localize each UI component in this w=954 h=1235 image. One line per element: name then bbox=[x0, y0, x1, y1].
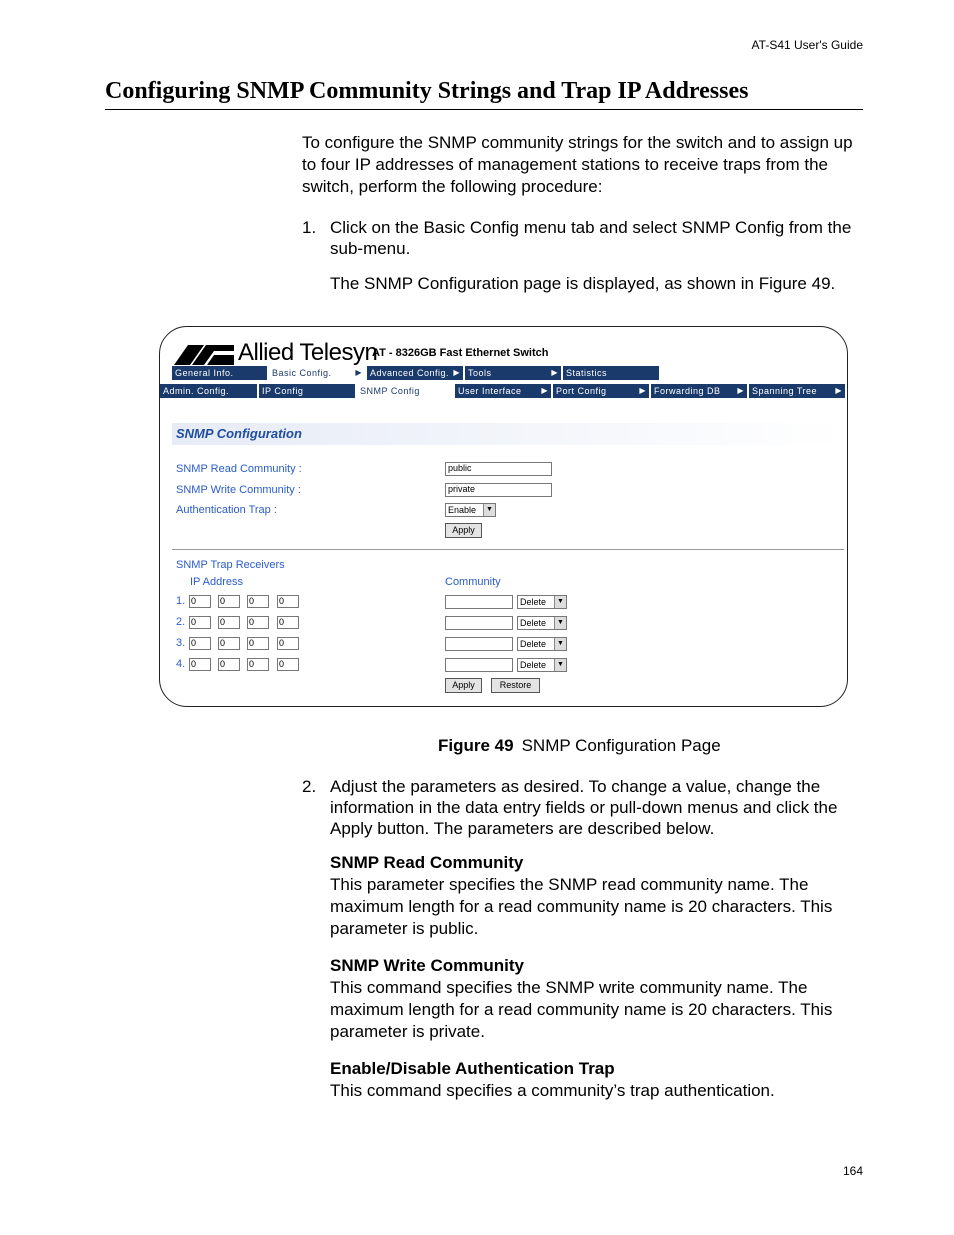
chevron-down-icon: ▼ bbox=[554, 659, 566, 671]
subtab-user-interface[interactable] bbox=[455, 384, 551, 398]
chevron-right-icon: ▶ bbox=[737, 386, 744, 395]
community-header: Community bbox=[445, 576, 501, 588]
figure-caption bbox=[438, 736, 721, 756]
trap-receivers-label: SNMP Trap Receivers bbox=[176, 559, 285, 571]
trap-action-value: Delete bbox=[520, 618, 547, 628]
apply-receivers-button[interactable]: Apply bbox=[445, 678, 482, 693]
tab-advanced-config-label: Advanced Config. bbox=[370, 368, 450, 378]
ip-octet-input[interactable]: 0 bbox=[277, 616, 299, 629]
tab-basic-config[interactable] bbox=[269, 366, 365, 380]
param-write-community-text: This command specifies the SNMP write community name. The maximum length for a read community name is 20 characters. This parameter is private. bbox=[330, 978, 833, 1041]
auth-trap-select[interactable] bbox=[445, 503, 496, 517]
subtab-snmp-config[interactable] bbox=[357, 384, 453, 398]
chevron-right-icon: ▶ bbox=[551, 368, 558, 377]
panel-title: SNMP Configuration bbox=[172, 423, 846, 445]
ip-octet-input[interactable]: 0 bbox=[277, 595, 299, 608]
ip-octet-input[interactable]: 0 bbox=[218, 595, 240, 608]
subtab-ip-config[interactable] bbox=[259, 384, 355, 398]
ip-octet-input[interactable]: 0 bbox=[218, 637, 240, 650]
subtab-snmp-config-label: SNMP Config bbox=[360, 386, 420, 396]
chevron-right-icon: ▶ bbox=[835, 386, 842, 395]
product-name: AT - 8326GB Fast Ethernet Switch bbox=[372, 347, 549, 359]
param-write-community-title: SNMP Write Community bbox=[330, 956, 524, 975]
subtab-port-config[interactable] bbox=[553, 384, 649, 398]
subtab-user-interface-label: User Interface bbox=[458, 386, 522, 396]
tab-general-info[interactable] bbox=[172, 366, 267, 380]
trap-action-value: Delete bbox=[520, 597, 547, 607]
figure-label: Figure 49 bbox=[438, 736, 514, 755]
trap-community-input[interactable] bbox=[445, 658, 513, 672]
tab-tools[interactable] bbox=[465, 366, 561, 380]
param-auth-trap bbox=[330, 1058, 865, 1102]
step-2-number: 2. bbox=[302, 777, 317, 796]
param-read-community-title: SNMP Read Community bbox=[330, 853, 524, 872]
ip-octet-input[interactable]: 0 bbox=[189, 637, 211, 650]
running-head: AT-S41 User's Guide bbox=[751, 38, 863, 52]
ip-octet-input[interactable]: 0 bbox=[218, 658, 240, 671]
tab-advanced-config[interactable] bbox=[367, 366, 463, 380]
subtab-ip-config-label: IP Config bbox=[262, 386, 304, 396]
figure-screenshot bbox=[159, 326, 848, 707]
logo-text: Allied Telesyn bbox=[238, 339, 378, 366]
ip-octet-input[interactable]: 0 bbox=[189, 595, 211, 608]
subtab-port-config-label: Port Config bbox=[556, 386, 607, 396]
tab-statistics[interactable] bbox=[563, 366, 659, 380]
trap-action-select[interactable] bbox=[517, 616, 567, 630]
trap-row-number: 1. bbox=[176, 595, 186, 607]
chevron-right-icon: ▶ bbox=[541, 386, 548, 395]
tab-basic-config-label: Basic Config. bbox=[272, 368, 332, 378]
sub-menu bbox=[160, 384, 847, 398]
ip-octet-input[interactable]: 0 bbox=[247, 637, 269, 650]
ip-octet-input[interactable]: 0 bbox=[189, 616, 211, 629]
chevron-right-icon: ▶ bbox=[453, 368, 460, 377]
chevron-right-icon: ▶ bbox=[639, 386, 646, 395]
ip-octet-input[interactable]: 0 bbox=[218, 616, 240, 629]
chevron-right-icon: ▶ bbox=[355, 368, 362, 377]
chevron-down-icon: ▼ bbox=[483, 504, 495, 516]
divider bbox=[172, 549, 844, 550]
write-community-input[interactable]: private bbox=[445, 483, 552, 497]
subtab-admin-config[interactable] bbox=[160, 384, 257, 398]
ip-octet-input[interactable]: 0 bbox=[277, 658, 299, 671]
tab-general-info-label: General Info. bbox=[175, 368, 234, 378]
trap-row-number: 4. bbox=[176, 658, 186, 670]
ip-octet-input[interactable]: 0 bbox=[247, 595, 269, 608]
ip-octet-input[interactable]: 0 bbox=[189, 658, 211, 671]
section-title: Configuring SNMP Community Strings and Trap IP Addresses bbox=[105, 78, 863, 110]
trap-action-value: Delete bbox=[520, 660, 547, 670]
subtab-forwarding-db[interactable] bbox=[651, 384, 747, 398]
step-1-followup: The SNMP Configuration page is displayed, as shown in Figure 49. bbox=[330, 274, 836, 293]
trap-action-select[interactable] bbox=[517, 595, 567, 609]
top-menu bbox=[172, 366, 661, 380]
tab-statistics-label: Statistics bbox=[566, 368, 608, 378]
trap-action-select[interactable] bbox=[517, 658, 567, 672]
page-number: 164 bbox=[842, 1164, 863, 1178]
param-read-community bbox=[330, 852, 865, 940]
chevron-down-icon: ▼ bbox=[554, 617, 566, 629]
trap-community-input[interactable] bbox=[445, 616, 513, 630]
auth-trap-value: Enable bbox=[448, 505, 477, 515]
auth-trap-label: Authentication Trap : bbox=[176, 504, 277, 516]
step-1-number: 1. bbox=[302, 218, 317, 237]
trap-action-select[interactable] bbox=[517, 637, 567, 651]
param-read-community-text: This parameter specifies the SNMP read community name. The maximum length for a read community name is 20 characters. This parameter is public. bbox=[330, 875, 833, 938]
trap-row-number: 3. bbox=[176, 637, 186, 649]
param-auth-trap-title: Enable/Disable Authentication Trap bbox=[330, 1059, 615, 1078]
ip-octet-input[interactable]: 0 bbox=[247, 616, 269, 629]
read-community-label: SNMP Read Community : bbox=[176, 463, 302, 475]
apply-button[interactable]: Apply bbox=[445, 523, 482, 538]
trap-community-input[interactable] bbox=[445, 595, 513, 609]
ip-address-header: IP Address bbox=[190, 576, 243, 588]
trap-row-number: 2. bbox=[176, 616, 186, 628]
param-auth-trap-text: This command specifies a community’s trap authentication. bbox=[330, 1081, 775, 1100]
param-write-community bbox=[330, 955, 865, 1043]
restore-button[interactable]: Restore bbox=[491, 678, 540, 693]
intro-paragraph: To configure the SNMP community strings for the switch and to assign up to four IP addresses of management stations to receive traps from the switch, perform the following procedure: bbox=[302, 133, 853, 196]
step-2-text: Adjust the parameters as desired. To change a value, change the information in the data entry fields or pull-down menus and click the Apply button. The parameters are described below. bbox=[330, 777, 838, 838]
ip-octet-input[interactable]: 0 bbox=[247, 658, 269, 671]
subtab-spanning-tree-label: Spanning Tree bbox=[752, 386, 818, 396]
chevron-down-icon: ▼ bbox=[554, 596, 566, 608]
subtab-spanning-tree[interactable] bbox=[749, 384, 845, 398]
chevron-down-icon: ▼ bbox=[554, 638, 566, 650]
subtab-admin-config-label: Admin. Config. bbox=[163, 386, 230, 396]
read-community-input[interactable]: public bbox=[445, 462, 552, 476]
ip-octet-input[interactable]: 0 bbox=[277, 637, 299, 650]
subtab-forwarding-db-label: Forwarding DB bbox=[654, 386, 721, 396]
tab-tools-label: Tools bbox=[468, 368, 492, 378]
figure-caption-text: SNMP Configuration Page bbox=[521, 736, 721, 755]
allied-telesyn-logo bbox=[174, 337, 377, 365]
step-1-text: Click on the Basic Config menu tab and select SNMP Config from the sub-menu. bbox=[330, 218, 852, 258]
trap-action-value: Delete bbox=[520, 639, 547, 649]
write-community-label: SNMP Write Community : bbox=[176, 484, 301, 496]
trap-community-input[interactable] bbox=[445, 637, 513, 651]
logo-mark-icon bbox=[174, 345, 234, 365]
